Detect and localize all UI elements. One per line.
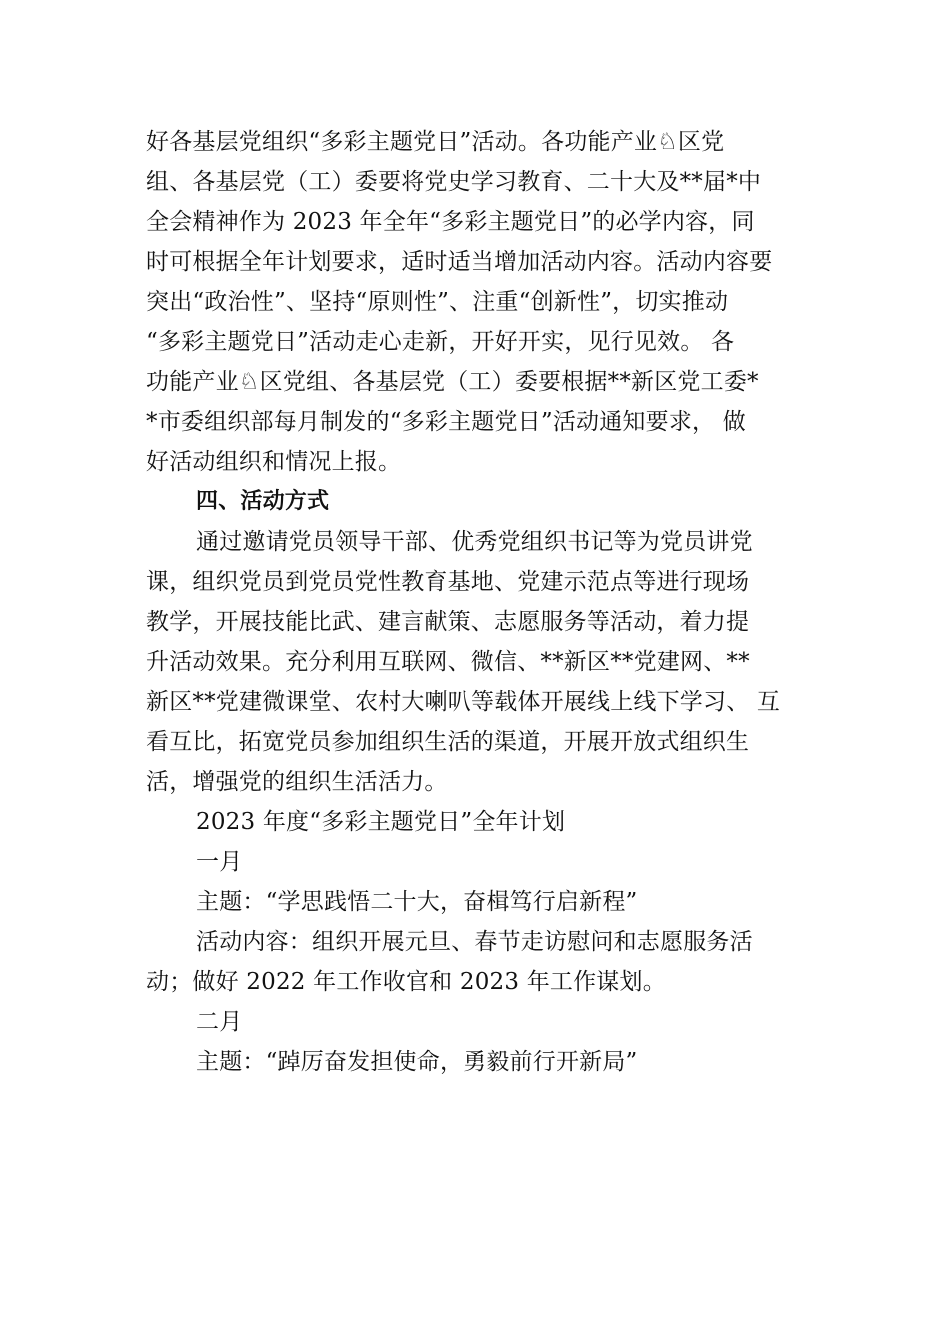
month-theme: 主题：“学思践悟二十大，奋楫笃行启新程” bbox=[196, 889, 638, 915]
section-heading: 四、活动方式 bbox=[196, 489, 330, 514]
text-line: 教学，开展技能比武、建言献策、志愿服务等活动，着力提 bbox=[146, 609, 750, 635]
paragraph-activity-content bbox=[146, 122, 810, 482]
text-line: 好活动组织和情况上报。 bbox=[146, 449, 402, 475]
month-label: 二月 bbox=[196, 1009, 243, 1035]
text-line: 功能产业♘区党组、各基层党（工）委要根据**新区党工委* bbox=[146, 369, 759, 395]
text-line: 时可根据全年计划要求，适时适当增加活动内容。活动内容要 bbox=[146, 249, 773, 275]
month-theme: 主题：“踔厉奋发担使命，勇毅前行开新局” bbox=[196, 1049, 638, 1075]
text-line: 好各基层党组织“多彩主题党日”活动。各功能产业♘区党 bbox=[146, 129, 725, 155]
text-line: 通过邀请党员领导干部、优秀党组织书记等为党员讲党 bbox=[196, 529, 753, 555]
text-line: *市委组织部每月制发的“多彩主题党日”活动通知要求， 做 bbox=[146, 409, 746, 435]
plan-title: 2023 年度“多彩主题党日”全年计划 bbox=[196, 809, 566, 835]
document-page bbox=[146, 122, 810, 1082]
month-label: 一月 bbox=[196, 849, 243, 875]
text-line: 组、各基层党（工）委要将党史学习教育、二十大及**届*中 bbox=[146, 169, 762, 195]
text-line: 活动内容：组织开展元旦、春节走访慰问和志愿服务活 bbox=[196, 929, 753, 955]
text-line: 课，组织党员到党员党性教育基地、党建示范点等进行现场 bbox=[146, 569, 750, 595]
text-line: 看互比，拓宽党员参加组织生活的渠道，开展开放式组织生 bbox=[146, 729, 750, 755]
month-content bbox=[146, 922, 810, 1002]
text-line: 突出“政治性”、坚持“原则性”、注重“创新性”，切实推动 bbox=[146, 289, 729, 315]
text-line: “多彩主题党日”活动走心走新，开好开实，见行见效。 各 bbox=[146, 329, 735, 355]
paragraph-activity-method bbox=[146, 522, 810, 802]
text-line: 升活动效果。充分利用互联网、微信、**新区**党建网、** bbox=[146, 649, 750, 675]
text-line: 全会精神作为 2023 年全年“多彩主题党日”的必学内容，同 bbox=[146, 209, 755, 235]
text-line: 动；做好 2022 年工作收官和 2023 年工作谋划。 bbox=[146, 969, 666, 995]
text-line: 活，增强党的组织生活活力。 bbox=[146, 769, 448, 795]
text-line: 新区**党建微课堂、农村大喇叭等载体开展线上线下学习、 互 bbox=[146, 689, 781, 715]
